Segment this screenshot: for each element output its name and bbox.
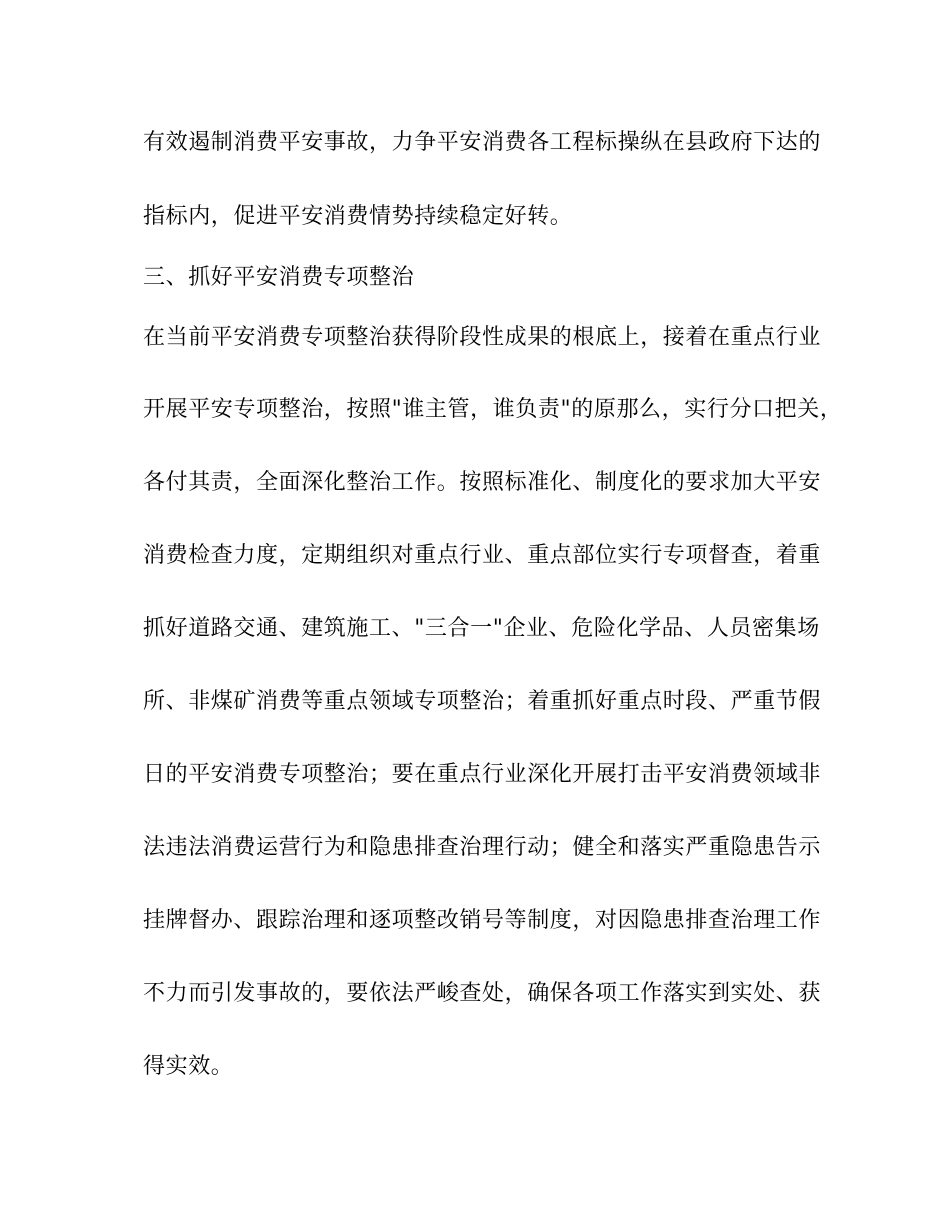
section-heading: 三、抓好平安消费专项整治 [143,265,415,290]
paragraph-line: 抓好道路交通、建筑施工、"三合一"企业、危险化学品、人员密集场 [143,616,820,641]
paragraph-line: 法违法消费运营行为和隐患排查治理行动；健全和落实严重隐患告示 [143,835,822,860]
paragraph-line: 挂牌督办、跟踪治理和逐项整改销号等制度，对因隐患排查治理工作 [143,908,822,933]
paragraph-line: 消费检查力度，定期组织对重点行业、重点部位实行专项督查，着重 [143,543,822,568]
paragraph-line: 开展平安专项整治，按照"谁主管，谁负责"的原那么，实行分口把关， [143,397,843,422]
paragraph-line: 得实效。 [143,1054,234,1079]
paragraph-line: 有效遏制消费平安事故，力争平安消费各工程标操纵在县政府下达的 [143,130,822,155]
paragraph-line: 日的平安消费专项整治；要在重点行业深化开展打击平安消费领域非 [143,762,822,787]
paragraph-line: 在当前平安消费专项整治获得阶段性成果的根底上，接着在重点行业 [143,325,822,350]
paragraph-line: 所、非煤矿消费等重点领域专项整治；着重抓好重点时段、严重节假 [143,689,822,714]
paragraph-line: 不力而引发事故的，要依法严峻查处，确保各项工作落实到实处、获 [143,981,822,1006]
paragraph-line: 各付其责，全面深化整治工作。按照标准化、制度化的要求加大平安 [143,470,822,495]
paragraph-line: 指标内，促进平安消费情势持续稳定好转。 [143,204,573,229]
